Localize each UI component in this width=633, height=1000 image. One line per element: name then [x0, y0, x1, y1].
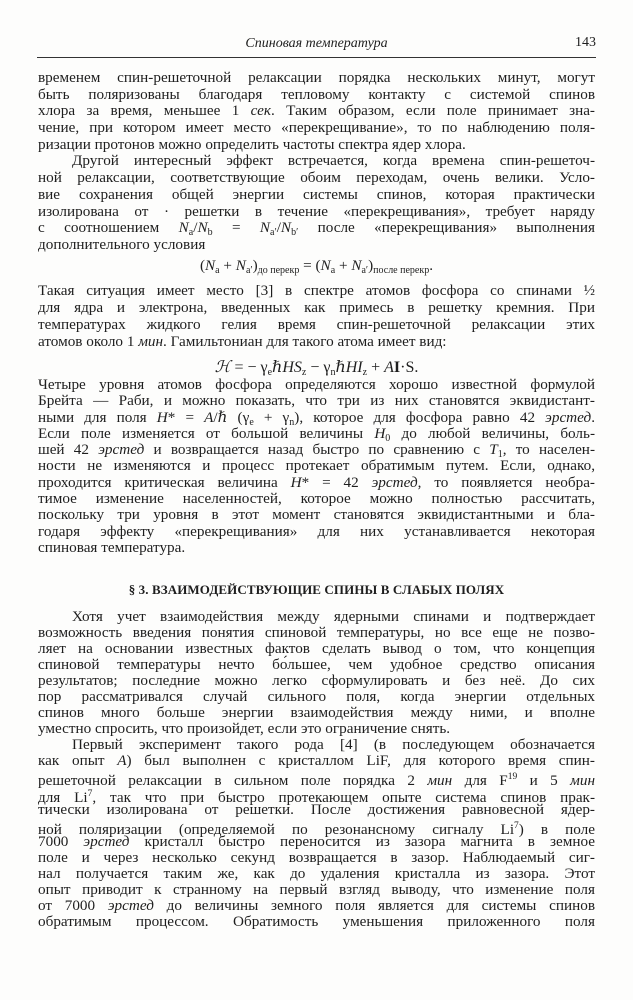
text-run: Такая ситуация имеет место [3] в спектре атомов фосфора со спинами ½: [38, 282, 595, 299]
subscript: 1: [497, 449, 503, 461]
text-line: [38, 377, 595, 393]
text-run: атомов около 1: [38, 333, 139, 350]
math-italic: ℋ: [214, 359, 231, 376]
text-line: [38, 866, 595, 882]
math-italic: HI: [345, 359, 363, 376]
section-heading: § 3. ВЗАИМОДЕЙСТВУЮЩИЕ СПИНЫ В СЛАБЫХ ПОЛЯХ: [128, 582, 505, 597]
math-italic: N: [197, 219, 208, 237]
text-run: тимое изменение населенностей, которое можно полностью рассчитать,: [38, 490, 595, 508]
subscript: b′: [291, 227, 299, 239]
text-line: [38, 491, 595, 507]
text-run: 7000: [38, 832, 84, 850]
text-run: поле и через несколько секунд возвращается в зазор. Наблюдаемый сиг-: [38, 848, 595, 866]
text-line: [38, 237, 595, 254]
text-run: ) в поле: [518, 820, 595, 838]
text-line: [38, 475, 595, 491]
text-line: [38, 753, 595, 769]
text-run: * = 42: [301, 473, 372, 491]
math-bold: I: [393, 359, 401, 376]
text-line: [38, 507, 595, 523]
text-run: шей 42: [38, 441, 99, 459]
text-line: [38, 898, 595, 914]
text-line: [38, 458, 595, 474]
text-run: временем спин-решеточной релаксации порядка нескольких минут, могут: [38, 69, 595, 86]
text-run: хлора за время, меньшее 1: [38, 102, 251, 120]
text-run: ·S.: [400, 359, 419, 376]
paragraph-block: [38, 282, 595, 350]
text-run: , то населен-: [502, 441, 595, 459]
text-run: Первый эксперимент такого рода [4] (в последующем обозначается: [72, 736, 595, 754]
text-line: [38, 641, 595, 657]
text-run: . Таким образом, если поле принимает зна-: [271, 102, 595, 120]
math-italic: мин: [138, 333, 164, 350]
text-run: до любой величины, боль-: [390, 424, 595, 442]
text-line: [38, 802, 595, 818]
math-italic: A: [384, 359, 394, 376]
text-run: нал получается таким же, как до удаления кристалла из зазора. Этот: [38, 864, 595, 882]
text-line: [38, 220, 595, 237]
text-line: [38, 120, 595, 137]
text-run: тически изолирована от решетки. После достижения равновесной ядер-: [38, 800, 595, 818]
text-line: [38, 103, 595, 120]
text-run: , так что при быстро протекающем опыте система спинов прак-: [92, 788, 595, 806]
math-italic: мин: [570, 772, 595, 790]
text-run: ): [368, 257, 374, 274]
subscript: a′: [270, 227, 277, 239]
subscript: a: [330, 265, 336, 276]
paragraph-block: [38, 609, 595, 930]
text-line: [38, 609, 595, 625]
subscript: z: [362, 367, 368, 378]
text-run: спиновой температуры нечто бо́льшее, чем удобное средство описания: [38, 656, 595, 674]
text-run: (: [199, 257, 206, 274]
text-run: и возвращается назад быстро по сравнению с: [144, 441, 490, 459]
text-run: .: [591, 408, 595, 426]
text-run: ной релаксации, соответствующие обоим переходам, очень велики. Усло-: [38, 169, 595, 187]
math-italic: N: [259, 219, 271, 237]
text-line: [38, 441, 595, 461]
text-run: + γ: [253, 408, 290, 426]
text-run: Брейта — Раби, и можно показать, что три из них становятся эквидистант-: [38, 392, 595, 410]
text-line: [38, 689, 595, 705]
header-rule: [37, 57, 596, 58]
math-italic: N: [280, 219, 292, 237]
text-line: [38, 834, 595, 850]
text-run: ными для поля: [38, 408, 157, 426]
text-run: /ℏ (γ: [213, 408, 250, 426]
subscript: n: [330, 367, 336, 378]
math-italic: H: [156, 408, 168, 426]
subscript: a′: [245, 265, 253, 276]
subscript: 0: [385, 432, 391, 444]
text-run: до величины земного поля является для системы спинов: [153, 896, 595, 914]
text-line: [38, 850, 595, 866]
text-line: [38, 137, 595, 154]
text-run: = − γ: [230, 359, 268, 376]
text-run: обратимым процессом. Обратимость уменьшения приложенного поля: [38, 912, 595, 930]
subscript: n: [289, 416, 295, 428]
text-run: Четыре уровня атомов фосфора определяются хорошо известной формулой: [38, 376, 595, 393]
text-line: [38, 882, 595, 898]
text-line: [38, 673, 595, 689]
math-italic: эрстед: [98, 441, 145, 459]
text-run: − γ: [306, 359, 331, 376]
text-run: Хотя учет взаимодействия между ядерными спинами и подтверждает: [72, 608, 595, 625]
text-run: = (: [299, 257, 321, 274]
text-run: решеточной релаксации в сильном поле порядка 2: [38, 772, 428, 790]
text-run: температурах жидкого гелия время спин-решеточной релаксации этих: [38, 316, 595, 333]
math-italic: мин: [427, 772, 453, 790]
text-run: уместно спросить, что произойдет, если это ограничение снять.: [38, 720, 451, 738]
text-run: после «перекрещивания» выполнения: [298, 219, 595, 237]
text-run: Если поле изменяется от большой величины: [38, 424, 375, 442]
text-run: ности не изменяются и процесс протекает обратимым путем. Если, однако,: [38, 457, 595, 475]
text-line: [38, 786, 595, 806]
text-run: возможность введения понятия спиновой температуры, но все еще не позво-: [38, 624, 595, 642]
text-line: [38, 170, 595, 187]
text-run: /: [276, 219, 281, 237]
text-line: [38, 70, 595, 87]
text-line: [38, 721, 595, 737]
subscript: e: [267, 367, 273, 378]
text-line: [38, 769, 595, 790]
paragraph-block: [38, 377, 595, 556]
text-run: чение, при котором имеет место «перекрещивание», то по наблюдению поля-: [38, 119, 595, 137]
text-line: [38, 393, 595, 409]
page-number: 143: [575, 35, 596, 50]
paragraph-block: [38, 70, 595, 254]
display-equation: [0, 257, 633, 276]
math-italic: сек: [250, 102, 272, 120]
text-line: [38, 818, 595, 838]
running-header-title: Спиновая температура: [245, 36, 388, 51]
text-run: =: [212, 219, 260, 237]
text-line: [38, 737, 595, 753]
text-line: [38, 625, 595, 641]
text-run: годаря эффекту «перекрещивания» для них устанавливается некоторая: [38, 522, 595, 540]
text-run: ): [252, 257, 258, 274]
text-run: ризации протонов можно определить частоты спектра ядер хлора.: [38, 135, 466, 153]
text-run: для F: [452, 772, 508, 790]
text-line: [38, 204, 595, 221]
math-italic: H: [290, 473, 302, 491]
math-italic: A: [117, 752, 127, 770]
math-italic: N: [351, 257, 362, 274]
subscript: z: [301, 367, 307, 378]
math-italic: HS: [282, 359, 302, 376]
subscript: e: [249, 416, 254, 428]
math-italic: N: [178, 219, 189, 237]
text-run: кристалл быстро переносится из зазора магнита в земное: [129, 832, 596, 850]
subscript: a′: [361, 265, 369, 276]
text-line: [38, 187, 595, 204]
text-run: .: [429, 257, 434, 274]
text-run: опыт приводит к странному на первый взгляд выводу, что изменение поля: [38, 880, 595, 898]
text-run: спиновая температура.: [38, 538, 186, 556]
text-run: для Li: [38, 788, 88, 806]
text-line: [38, 657, 595, 673]
subscript: после перекр: [373, 265, 430, 276]
text-run: . Гамильтониан для такого атома имеет вид:: [163, 333, 447, 350]
text-run: +: [219, 257, 236, 274]
text-line: [38, 914, 595, 930]
text-run: как опыт: [38, 752, 118, 770]
text-run: с соотношением: [38, 219, 179, 237]
text-run: ) был выполнен с кристаллом LiF, для которого время спин-: [126, 752, 595, 770]
text-run: изолирована от · решетки в течение «перекрещивания», требует наряду: [38, 202, 595, 220]
subscript: b: [207, 227, 213, 239]
math-italic: N: [320, 257, 331, 274]
text-line: [38, 316, 595, 333]
text-run: ляет на основании известных фактов сделать вывод о том, что концепция: [38, 640, 595, 658]
text-line: [38, 426, 595, 442]
text-run: ), которое для фосфора равно 42: [294, 408, 546, 426]
math-italic: эрстед: [545, 408, 592, 426]
math-italic: эрстед: [83, 832, 130, 850]
text-run: Другой интересный эффект встречается, когда времена спин-решеточ-: [72, 152, 595, 170]
text-run: +: [335, 257, 352, 274]
superscript: 7: [87, 788, 93, 799]
text-run: поскольку три уровня в этот момент становятся эквидистантными и бла-: [38, 506, 595, 524]
subscript: a: [215, 265, 220, 276]
text-run: от 7000: [38, 896, 108, 914]
text-run: результатов; последние можно легко сформулировать и без неё. До сих: [38, 672, 595, 690]
text-line: [38, 87, 595, 104]
text-run: проходится критическая величина: [38, 473, 291, 491]
superscript: 19: [507, 772, 518, 783]
text-run: пор рассматривался случай сильного поля, когда энергии отдельных: [38, 688, 595, 706]
text-line: [38, 282, 595, 299]
text-run: , то появляется необра-: [417, 473, 595, 491]
math-italic: T: [489, 441, 498, 459]
text-run: для ядра и электрона, введенных как примесь в решетку кремния. При: [38, 299, 595, 316]
text-line: [38, 410, 595, 426]
text-run: быть поляризованы благодаря тепловому контакту с системой спинов: [38, 85, 595, 103]
math-italic: эрстед: [371, 473, 418, 491]
subscript: до перекр: [257, 265, 300, 276]
text-line: [38, 333, 595, 350]
text-run: +: [367, 359, 385, 376]
math-italic: N: [235, 257, 246, 274]
math-italic: эрстед: [107, 896, 154, 914]
math-italic: H: [374, 424, 386, 442]
text-line: [38, 540, 595, 556]
text-line: [38, 153, 595, 170]
text-run: вие сохранения общей энергии системы спинов, которая практически: [38, 185, 595, 203]
text-line: [38, 299, 595, 316]
text-line: [38, 524, 595, 540]
text-run: * =: [167, 408, 205, 426]
text-run: и 5: [517, 772, 571, 790]
text-run: дополнительного условия: [38, 235, 206, 253]
text-line: [38, 705, 595, 721]
math-italic: A: [204, 408, 214, 426]
text-run: /: [193, 219, 198, 237]
math-italic: N: [205, 257, 216, 274]
display-equation: [0, 357, 633, 378]
text-run: ной поляризации (определяемой по резонансному сигналу Li: [38, 820, 515, 838]
text-run: спинов много больше энергии взаимодействия между ними, и вполне: [38, 704, 595, 722]
superscript: 7: [514, 820, 519, 831]
text-run: ℏ: [335, 359, 346, 376]
text-run: ℏ: [272, 359, 283, 376]
subscript: a: [188, 227, 194, 239]
